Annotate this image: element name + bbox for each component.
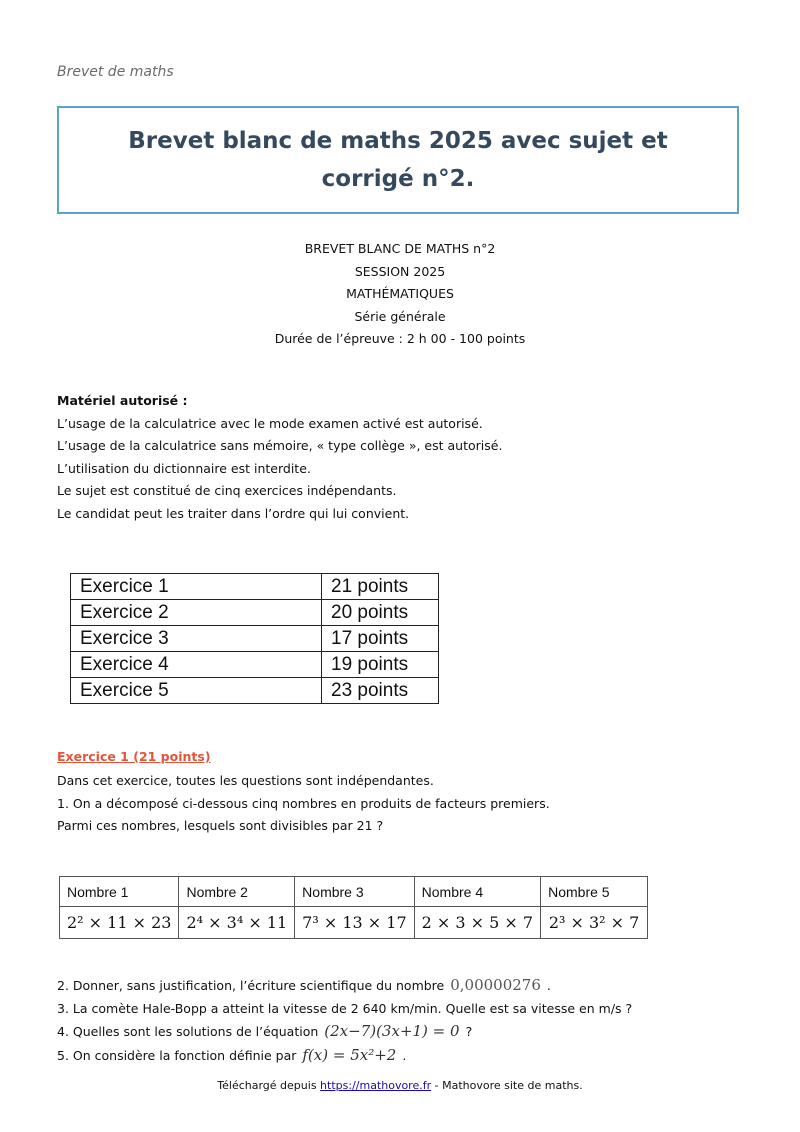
question-4 xyxy=(57,1020,777,1044)
table-row xyxy=(71,626,439,652)
exam-header-line: MATHÉMATIQUES xyxy=(346,286,454,302)
material-heading: Matériel autorisé : xyxy=(57,393,188,408)
exercise-cell: Exercice 1 xyxy=(71,574,322,600)
column-header: Nombre 5 xyxy=(541,877,648,907)
exercise-intro: Dans cet exercice, toutes les questions sont indépendantes. xyxy=(57,773,434,788)
material-line: L’usage de la calculatrice avec le mode examen activé est autorisé. xyxy=(57,415,483,431)
function-definition: f(x) = 5x²+2 xyxy=(302,1045,397,1064)
table-header-row xyxy=(60,877,648,907)
column-header: Nombre 1 xyxy=(60,877,179,907)
material-line: Le candidat peut les traiter dans l’ordre qui lui convient. xyxy=(57,505,410,521)
site-label: Brevet de maths xyxy=(57,64,174,80)
table-row xyxy=(71,678,439,704)
question-5-end: . xyxy=(402,1047,407,1063)
question-5 xyxy=(57,1044,777,1068)
question-1-line-2: Parmi ces nombres, lesquels sont divisibles par 21 ? xyxy=(57,818,384,834)
points-cell: 23 points xyxy=(322,678,439,704)
exercise-cell: Exercice 3 xyxy=(71,626,322,652)
score-table xyxy=(70,573,439,704)
footer-link[interactable]: https://mathovore.fr xyxy=(320,1079,432,1092)
footer-prefix: Téléchargé depuis xyxy=(217,1079,321,1092)
points-cell: 19 points xyxy=(322,652,439,678)
factorization-cell: 2³ × 3² × 7 xyxy=(541,907,648,939)
equation: (2x−7)(3x+1) = 0 xyxy=(324,1022,460,1041)
points-cell: 20 points xyxy=(322,600,439,626)
points-cell: 17 points xyxy=(322,626,439,652)
material-line: Le sujet est constitué de cinq exercices indépendants. xyxy=(57,483,397,499)
material-line: L’utilisation du dictionnaire est interdite. xyxy=(57,460,311,476)
exam-header-line: Durée de l’épreuve : 2 h 00 - 100 points xyxy=(274,331,526,347)
question-2-text: 2. Donner, sans justification, l’écriture scientifique du nombre xyxy=(57,978,445,993)
question-4-text: 4. Quelles sont les solutions de l’équation xyxy=(57,1024,319,1040)
page-title: Brevet blanc de maths 2025 avec sujet et corrigé n°2. xyxy=(128,128,668,192)
exam-header-line: SESSION 2025 xyxy=(354,263,446,279)
exercise-cell: Exercice 2 xyxy=(71,600,322,626)
table-row xyxy=(71,600,439,626)
question-5-text: 5. On considère la fonction définie par xyxy=(57,1047,297,1063)
exam-header-line: Série générale xyxy=(354,308,446,324)
factorization-cell: 2² × 11 × 23 xyxy=(60,907,179,939)
column-header: Nombre 2 xyxy=(179,877,295,907)
exercise-1-title: Exercice 1 (21 points) xyxy=(57,749,211,764)
factorization-cell: 2⁴ × 3⁴ × 11 xyxy=(179,907,295,939)
table-row xyxy=(60,907,648,939)
factorization-cell: 2 × 3 × 5 × 7 xyxy=(414,907,540,939)
exercise-1-intro xyxy=(57,770,757,838)
exam-header xyxy=(0,238,800,351)
exercise-cell: Exercice 5 xyxy=(71,678,322,704)
table-row xyxy=(71,652,439,678)
points-cell: 21 points xyxy=(322,574,439,600)
table-row xyxy=(71,574,439,600)
question-3: 3. La comète Hale-Bopp a atteint la vitesse de 2 640 km/min. Quelle est sa vitesse en m/s ? xyxy=(57,1000,633,1016)
material-line: L’usage de la calculatrice sans mémoire, « type collège », est autorisé. xyxy=(57,438,503,454)
question-2-end: . xyxy=(546,978,551,993)
questions-block xyxy=(57,974,777,1067)
question-1-line-1: 1. On a décomposé ci-dessous cinq nombres en produits de facteurs premiers. xyxy=(57,795,550,811)
footer-suffix: - Mathovore site de maths. xyxy=(431,1079,583,1092)
title-box xyxy=(57,106,739,214)
question-4-end: ? xyxy=(465,1024,473,1040)
question-2 xyxy=(57,974,777,998)
decimal-number: 0,00000276 xyxy=(450,976,541,994)
exam-header-line: BREVET BLANC DE MATHS n°2 xyxy=(304,241,496,256)
factorization-cell: 7³ × 13 × 17 xyxy=(295,907,414,939)
column-header: Nombre 3 xyxy=(295,877,414,907)
material-section xyxy=(57,390,757,526)
column-header: Nombre 4 xyxy=(414,877,540,907)
footer xyxy=(0,1079,800,1092)
numbers-table xyxy=(59,876,648,939)
exercise-cell: Exercice 4 xyxy=(71,652,322,678)
